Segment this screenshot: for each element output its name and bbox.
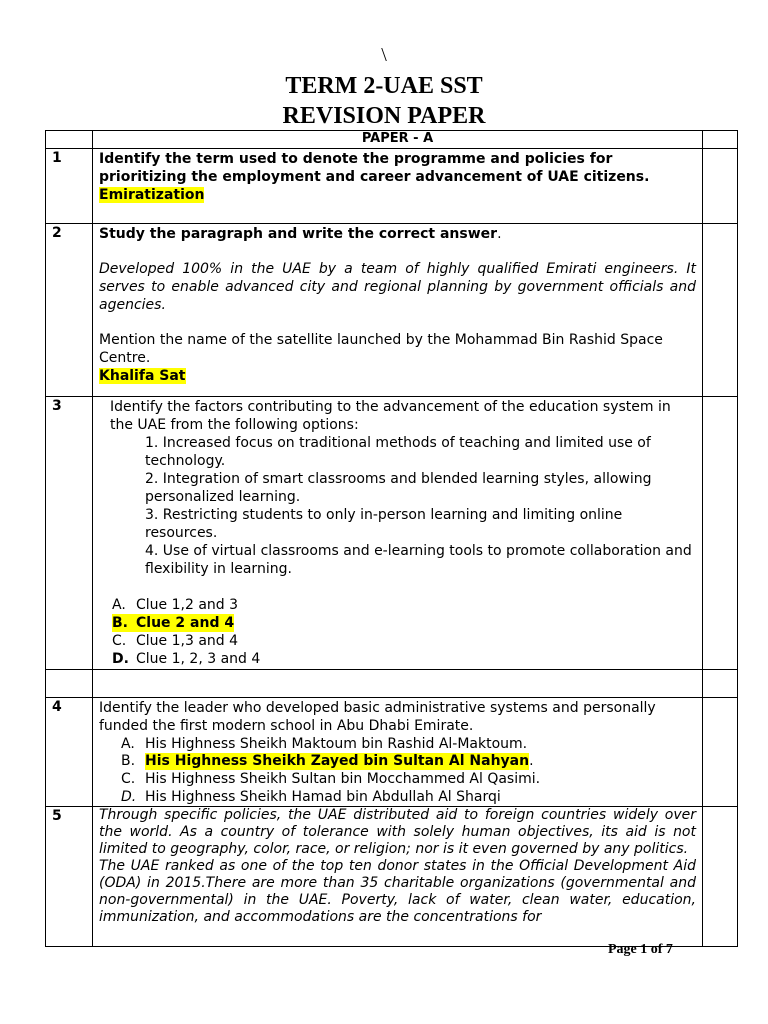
page-title: TERM 2-UAE SST <box>285 73 483 99</box>
clue-item: 2. Integration of smart classrooms and blended learning styles, allowing personalized learning. <box>145 471 652 505</box>
question-3-clues <box>110 434 696 578</box>
clue-item: 3. Restricting students to only in-person learning and limiting online resources. <box>145 507 623 541</box>
header-mark: \ <box>381 44 387 66</box>
option-b-correct: B. His Highness Sheikh Zayed bin Sultan Al Nahyan . <box>121 753 534 769</box>
option-a: A. Clue 1,2 and 3 <box>112 597 239 613</box>
option-b-correct: B. Clue 2 and 4 <box>112 615 235 631</box>
question-3-row <box>46 397 738 670</box>
question-number: 5 <box>46 807 93 947</box>
question-4-text: Identify the leader who developed basic administrative systems and personally funded the first modern school in Abu Dhabi Emirate. <box>99 700 656 734</box>
question-4-options <box>99 735 696 806</box>
clue-item: 4. Use of virtual classrooms and e-learning tools to promote collaboration and flexibility in learning. <box>145 543 692 577</box>
table-row-empty <box>46 670 738 698</box>
question-2-row: 2 Study the paragraph and write the correct answer. Developed 100% in the UAE by a team of highly qualified Emirati engineers. It serves to enable advanced city and regional planning by government officials and agencies. Mention the name of the satellite launched by the Mohammad Bin Rashid Space Centre. Khalifa Sat <box>46 224 738 397</box>
option-a: A. His Highness Sheikh Maktoum bin Rashid Al-Maktoum. <box>121 736 528 752</box>
question-number: 2 <box>46 224 93 397</box>
question-5-row <box>46 807 738 947</box>
option-c: C. His Highness Sheikh Sultan bin Mocchammed Al Qasimi. <box>121 771 541 787</box>
option-c: C. Clue 1,3 and 4 <box>112 633 239 649</box>
question-2-answer: Khalifa Sat <box>99 368 186 384</box>
question-table <box>45 130 738 947</box>
question-2-paragraph: Developed 100% in the UAE by a team of highly qualified Emirati engineers. It serves to enable advanced city and regional planning by government officials and agencies. <box>99 261 696 313</box>
question-1-row <box>46 149 738 224</box>
question-2-prompt: Mention the name of the satellite launched by the Mohammad Bin Rashid Space Centre. <box>99 332 663 366</box>
table-row <box>46 131 738 149</box>
clue-item: 1. Increased focus on traditional methods of teaching and limited use of technology. <box>145 435 651 469</box>
question-1-text: Identify the term used to denote the programme and policies for prioritizing the employment and career advancement of UAE citizens. <box>99 151 650 185</box>
question-number: 4 <box>46 698 93 807</box>
option-d: D. His Highness Sheikh Hamad bin Abdullah Al Sharqi <box>121 789 501 805</box>
question-3-text: Identify the factors contributing to the advancement of the education system in the UAE from the following options: <box>110 399 671 433</box>
question-5-paragraph-2: The UAE ranked as one of the top ten donor states in the Official Development Aid (ODA) in 2015.There are more than 35 charitable organizations (governmental and non-governmental) in the UAE. Poverty, lack of water, clean water, education, immunization, and accommodations are the concentrations for <box>99 858 696 925</box>
question-5-paragraph-1: Through specific policies, the UAE distributed aid to foreign countries widely over the world. As a country of tolerance with solely human objectives, its aid is not limited to geography, color, race, or religion; nor is it even governed by any politics. <box>99 807 696 857</box>
page-number: Page 1 of 7 <box>608 942 673 957</box>
question-3-options <box>110 596 696 668</box>
question-number: 3 <box>46 397 93 670</box>
question-number: 1 <box>46 149 93 224</box>
page-subtitle: REVISION PAPER <box>282 103 486 129</box>
question-2-instruction: Study the paragraph and write the correct answer <box>99 226 498 242</box>
question-4-row <box>46 698 738 807</box>
paper-label: PAPER - A <box>93 131 703 149</box>
option-d: D. Clue 1, 2, 3 and 4 <box>112 651 261 667</box>
question-1-answer: Emiratization <box>99 187 205 203</box>
